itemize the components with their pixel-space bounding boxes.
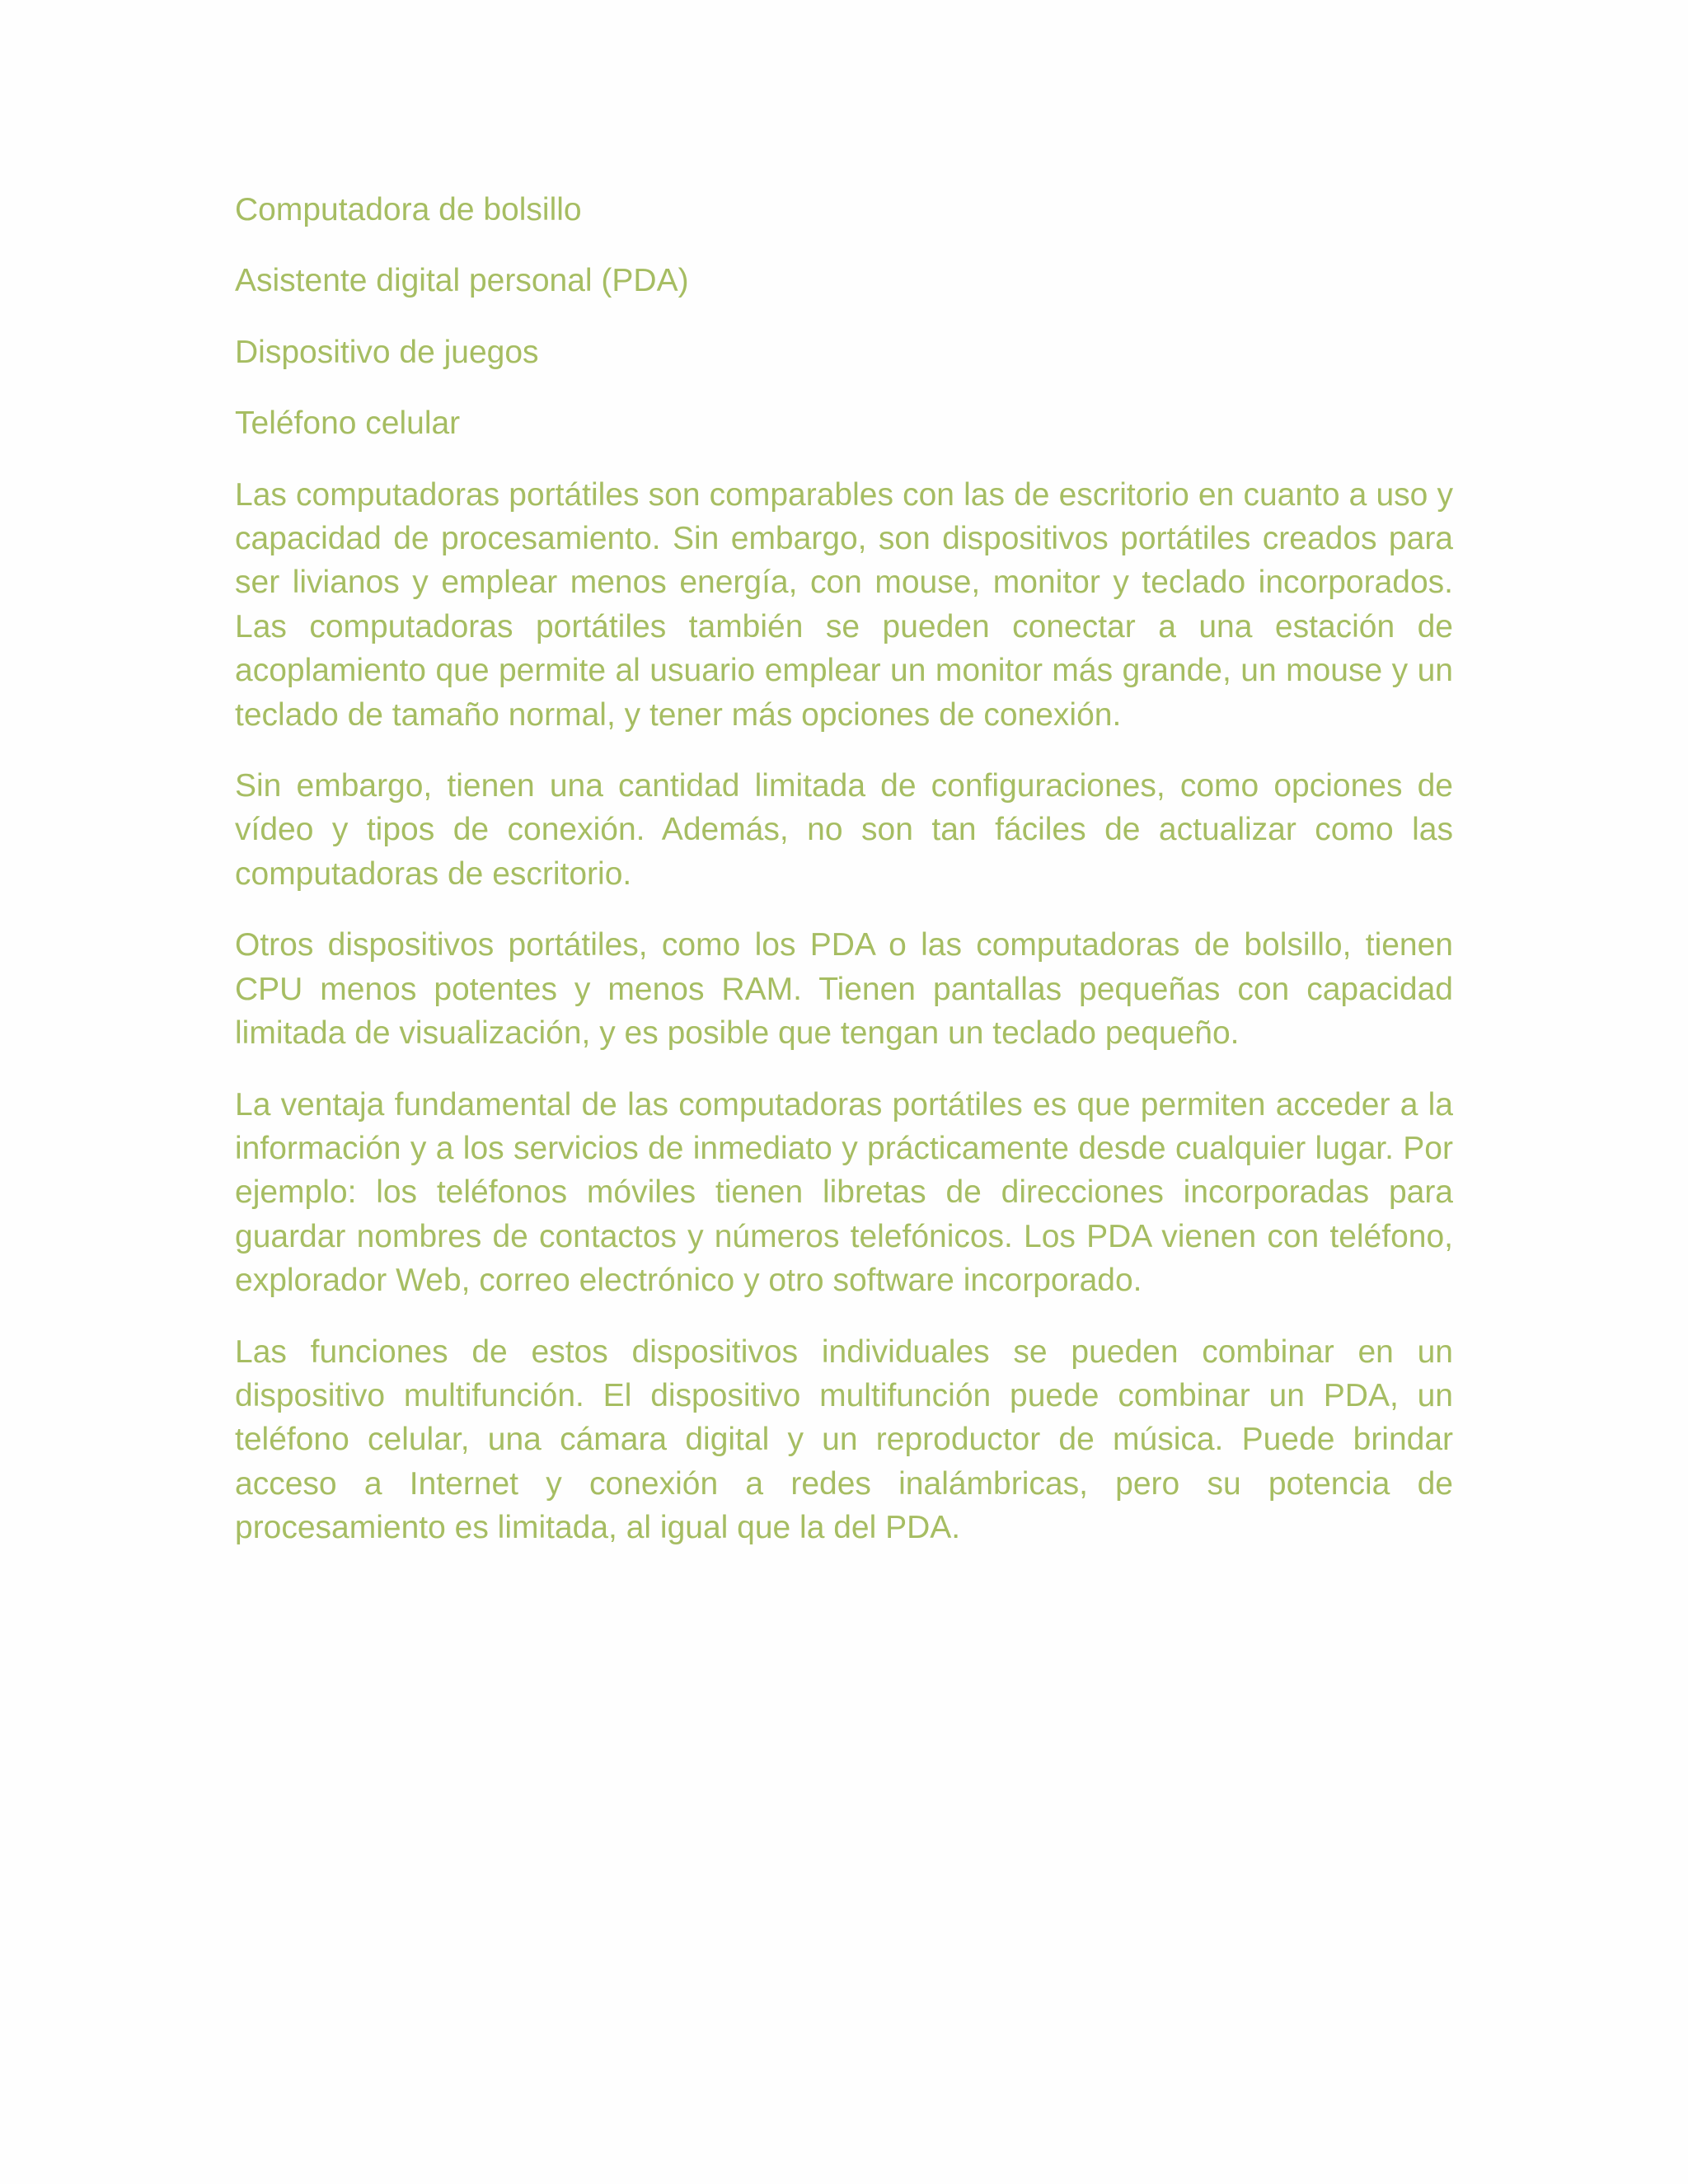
list-item-telefono-celular: Teléfono celular [235, 405, 461, 442]
paragraph-dispositivo-multifuncion: Las funciones de estos dispositivos individuales se pueden combinar en un dispositivo multifunción. El dispositivo multifunción puede combinar un PDA, un teléfono celular, una cámara digital y un reproductor de música. Puede brindar acceso a Internet y conexión a redes inalámbricas, pero su potencia de procesamiento es limitada, al igual que la del PDA. [235, 1333, 1453, 1546]
list-item-pda: Asistente digital personal (PDA) [235, 263, 689, 299]
list-item-dispositivo-de-juegos: Dispositivo de juegos [235, 334, 539, 370]
paragraph-ventaja-fundamental: La ventaja fundamental de las computadoras portátiles es que permiten acceder a la información y a los servicios de inmediato y prácticamente desde cualquier lugar. Por ejemplo: los teléfonos móviles tienen libretas de direcciones incorporadas para guardar nombres de contactos y números telefónicos. Los PDA vienen con teléfono, explorador Web, correo electrónico y otro software incorporado. [235, 1086, 1453, 1299]
paragraph-configuraciones-limitadas: Sin embargo, tienen una cantidad limitada de configuraciones, como opciones de vídeo y tipos de conexión. Además, no son tan fáciles de actualizar como las computadoras de escritorio. [235, 768, 1453, 892]
list-item-computadora-de-bolsillo: Computadora de bolsillo [235, 192, 582, 227]
paragraph-otros-dispositivos: Otros dispositivos portátiles, como los PDA o las computadoras de bolsillo, tienen CPU menos potentes y menos RAM. Tienen pantallas pequeñas con capacidad limitada de visualización, y es posible que tengan un teclado pequeño. [235, 927, 1453, 1052]
document-body [235, 188, 1453, 1577]
paragraph-portatiles-comparables: Las computadoras portátiles son comparables con las de escritorio en cuanto a uso y capacidad de procesamiento. Sin embargo, son dispositivos portátiles creados para ser livianos y emplear menos energía, con mouse, monitor y teclado incorporados. Las computadoras portátiles también se pueden conectar a una estación de acoplamiento que permite al usuario emplear un monitor más grande, un mouse y un teclado de tamaño normal, y tener más opciones de conexión. [235, 476, 1453, 733]
